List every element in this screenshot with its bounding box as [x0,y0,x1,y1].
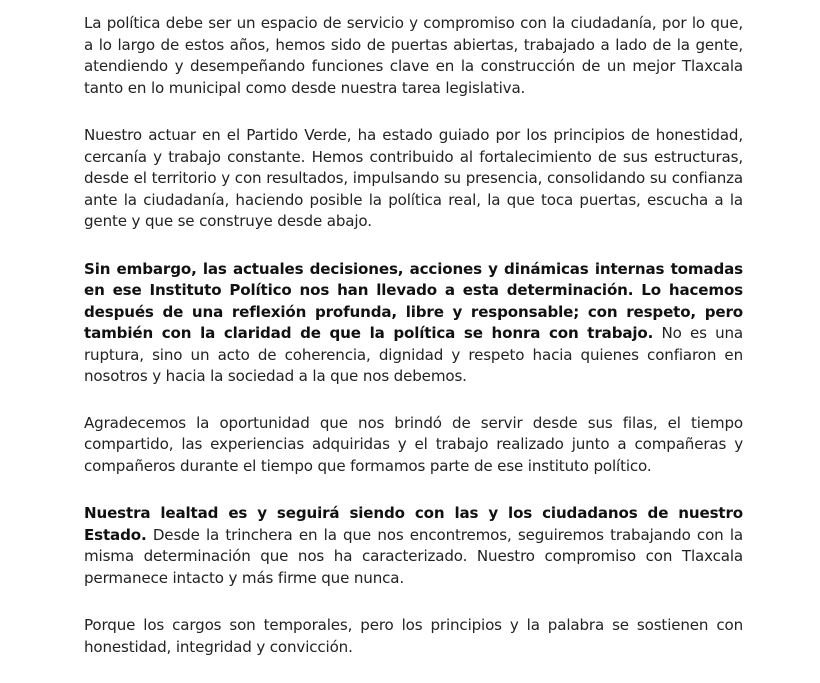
paragraph-1 [84,13,743,99]
paragraph-5-text: Desde la trinchera en la que nos encontremos, seguiremos trabajando con la misma determinación que nos ha caracterizado. Nuestro compromiso con Tlaxcala permanece intacto y más firme que nunca. [84,525,743,587]
paragraph-5 [84,503,743,589]
paragraph-3 [84,259,743,388]
paragraph-3-bold: Sin embargo, las actuales decisiones, acciones y dinámicas internas tomadas en ese Instituto Político nos han llevado a esta determinación. Lo hacemos después de una reflexión profunda, libre y responsable; con respeto, pero también con la claridad de que la política se honra con trabajo. [84,259,743,342]
paragraph-1-text: La política debe ser un espacio de servicio y compromiso con la ciudadanía, por lo que, a lo largo de estos años, hemos sido de puertas abiertas, trabajado a lado de la gente, atendiendo y desempeñando funciones clave en la construcción de un mejor Tlaxcala tanto en lo municipal como desde nuestra tarea legislativa. [84,14,743,97]
paragraph-6-text: Porque los cargos son temporales, pero los principios y la palabra se sostienen con honestidad, integridad y convicción. [84,616,743,656]
paragraph-3-text: No es una ruptura, sino un acto de coherencia, dignidad y respeto hacia quienes confiaron en nosotros y hacia la sociedad a la que nos debemos. [84,324,744,385]
paragraph-4 [84,413,743,478]
paragraph-5-bold: Nuestra lealtad es y seguirá siendo con las y los ciudadanos de nuestro Estado. [84,504,743,544]
paragraph-2-text: Nuestro actuar en el Partido Verde, ha estado guiado por los principios de honestidad, cercanía y trabajo constante. Hemos contribuido al fortalecimiento de sus estructuras, desde el territorio y con resultados, impulsando su presencia, consolidando su confianza ante la ciudadanía, haciendo posible la política real, la que toca puertas, escucha a la gente y que se construye desde abajo. [84,126,743,230]
paragraph-6 [84,615,743,658]
document-body [84,13,743,683]
paragraph-4-text: Agradecemos la oportunidad que nos brindó de servir desde sus filas, el tiempo compartido, las experiencias adquiridas y el trabajo realizado junto a compañeras y compañeros durante el tiempo que formamos parte de ese instituto político. [84,413,743,475]
paragraph-2 [84,125,743,233]
